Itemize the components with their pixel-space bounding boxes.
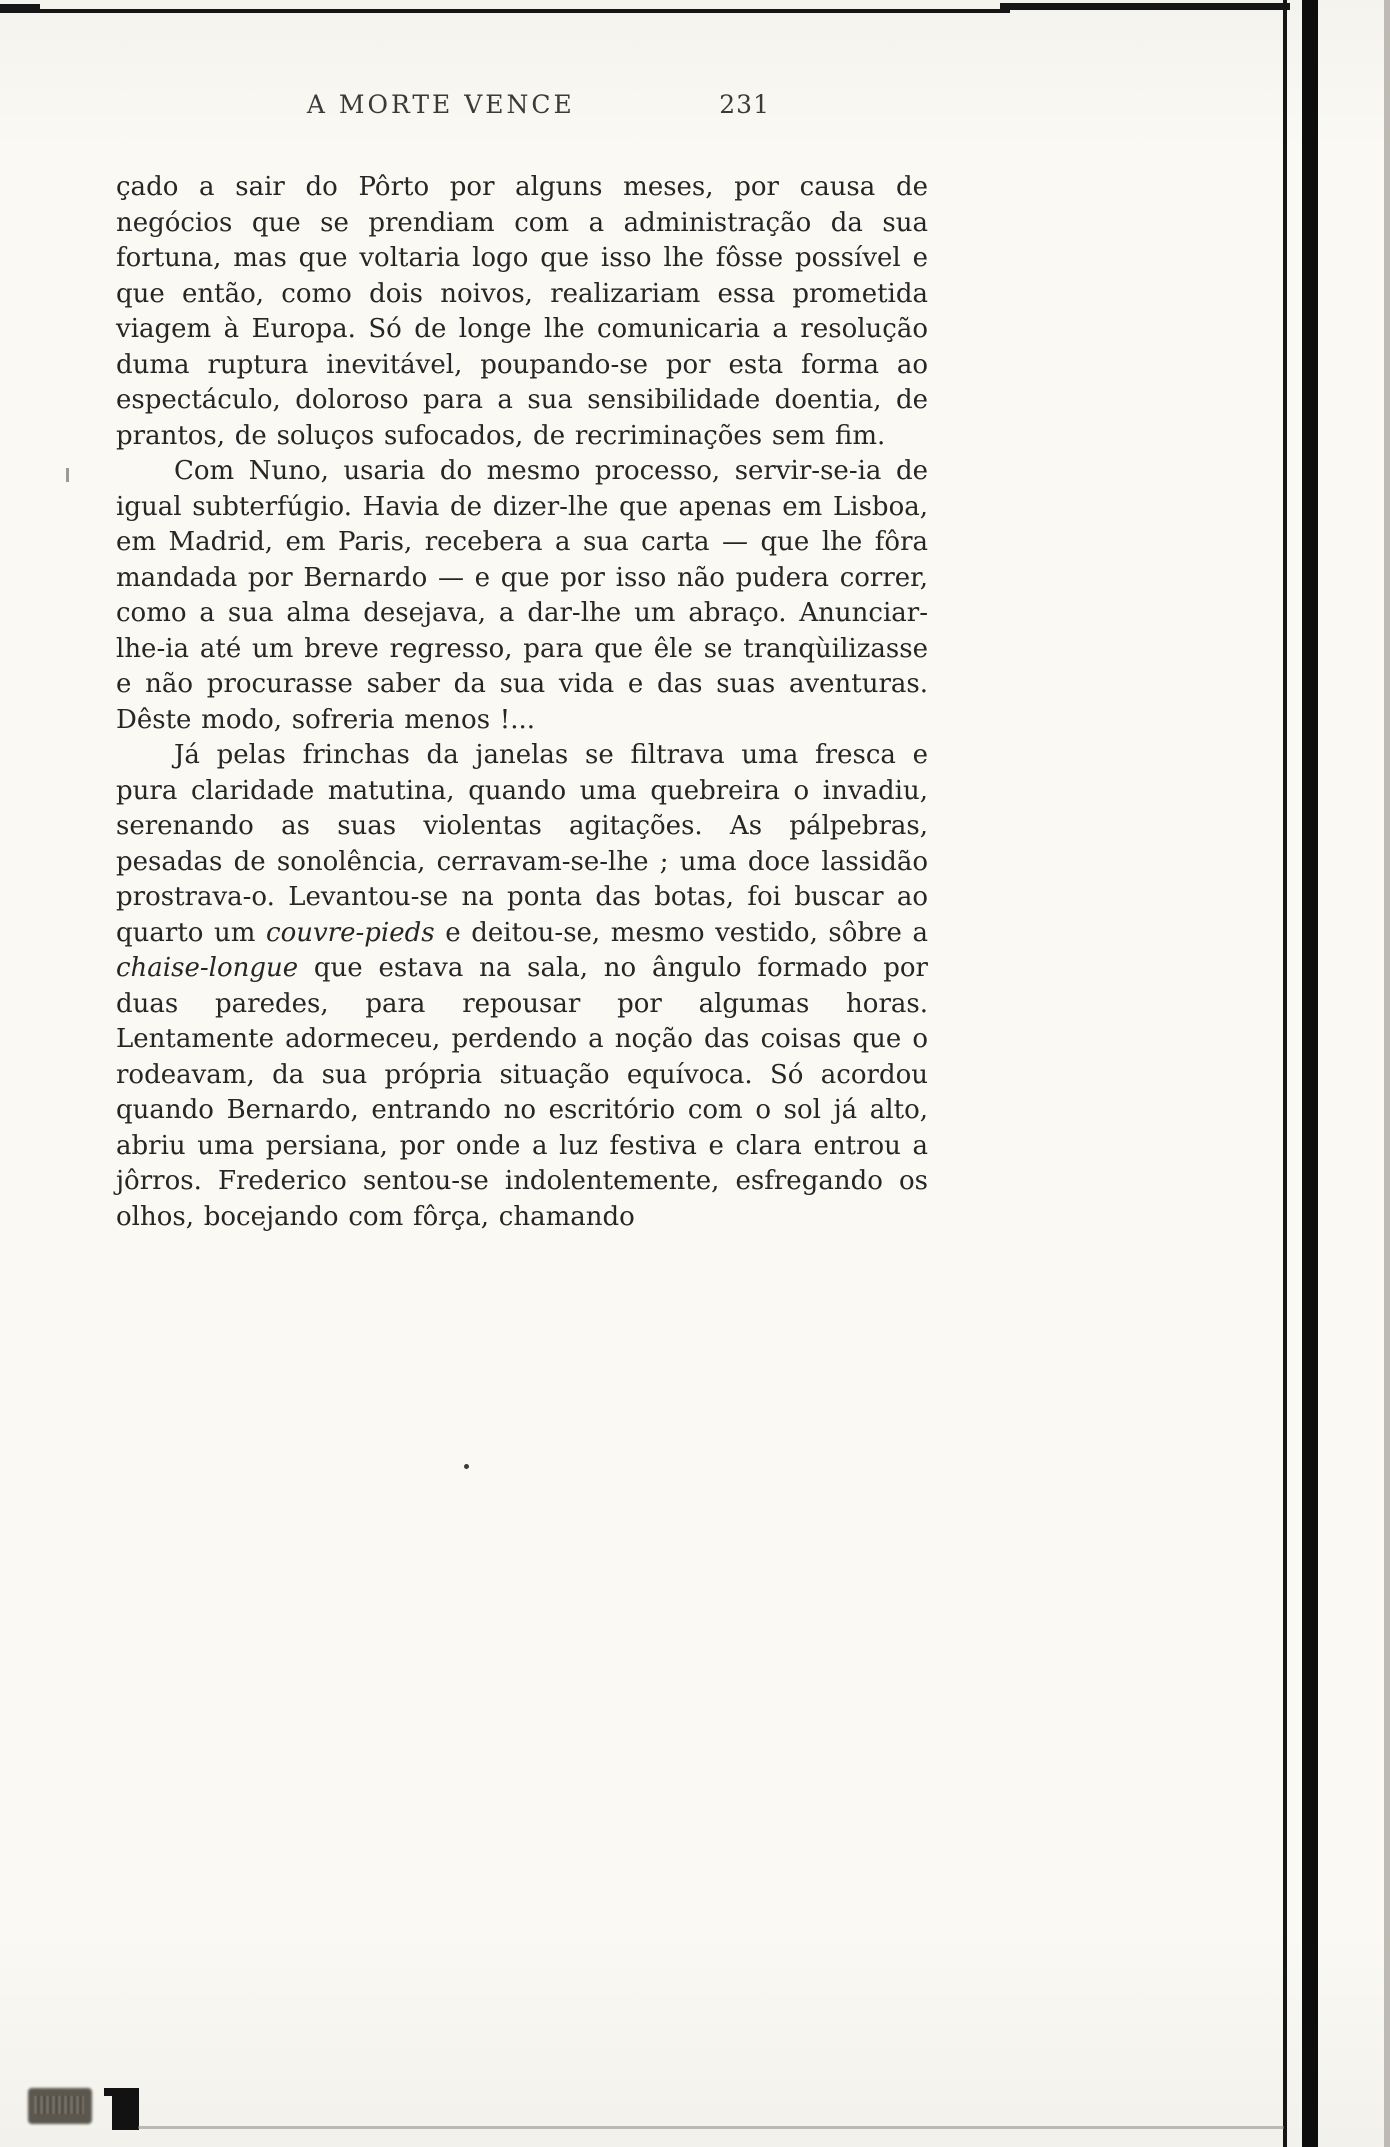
scan-artifact-left-margin-tick	[66, 468, 69, 482]
running-head-title: A MORTE VENCE	[306, 90, 575, 119]
text-segment: Com Nuno, usaria do mesmo processo, servir-se-ia de igual subterfúgio. Havia de dizer-lhe que apenas em Lisboa, em Madrid, em Paris, recebera a sua carta — que lhe fôra mandada por Bernardo — e que por isso não pudera correr, como a sua alma desejava, a dar-lhe um abraço. Anunciar-lhe-ia até um breve regresso, para que êle se tranqùilizasse e não procurasse saber da sua vida e das suas aventuras. Dêste modo, sofreria menos !...	[116, 456, 928, 735]
scan-artifact-top-line-left	[0, 9, 1010, 13]
text-segment: e deitou-se, mesmo vestido, sôbre a	[434, 917, 928, 948]
text-segment: çado a sair do Pôrto por alguns meses, por causa de negócios que se prendiam com a administração da sua fortuna, mas que voltaria logo que isso lhe fôsse possível e que então, como dois noivos, realizariam essa prometida viagem à Europa. Só de longe lhe comunicaria a resolução duma ruptura inevitável, poupando-se por esta forma ao espectáculo, doloroso para a sua sensibilidade doentia, de prantos, de soluços sufocados, de recriminações sem fim.	[116, 172, 928, 451]
page-number: 231	[719, 90, 770, 119]
paragraph-1	[116, 170, 928, 454]
paragraph-3	[116, 738, 928, 1235]
text-segment: Já pelas frinchas da janelas se filtrava uma fresca e pura claridade matutina, quando uma quebreira o invadiu, serenando as suas violentas agitações. As pálpebras, pesadas de sonolência, cerravam-se-lhe ; uma doce lassidão prostrava-o. Levantou-se na ponta das botas, foi buscar ao quarto um	[116, 740, 928, 948]
scan-artifact-smudge-specks	[34, 2096, 84, 2114]
scan-artifact-center-dot	[464, 1464, 469, 1469]
italic-phrase: couvre-pieds	[266, 917, 435, 948]
italic-phrase: chaise-longue	[116, 953, 299, 983]
scan-artifact-right-binding-bar	[1302, 0, 1318, 2147]
scan-artifact-bottom-ink-mark	[112, 2088, 139, 2130]
scan-artifact-top-line-right	[1000, 3, 1290, 10]
running-head	[116, 90, 928, 142]
scan-artifact-right-page-edge	[1384, 0, 1390, 2147]
scan-artifact-bottom-ink-notch	[104, 2088, 114, 2096]
text-segment: que estava na sala, no ângulo formado por duas paredes, para repousar por algumas horas. Lentamente adormeceu, perdendo a noção das coisas que o rodeavam, da sua própria situação equívoca. Só acordou quando Bernardo, entrando no escritório com o sol já alto, abriu uma persiana, por onde a luz festiva e clara entrou a jôrros. Frederico sentou-se indolentemente, esfregando os olhos, bocejando com fôrça, chamando	[116, 953, 928, 1232]
paragraph-2	[116, 454, 928, 738]
text-block	[116, 90, 928, 1235]
scan-artifact-right-thin-line	[1283, 0, 1287, 2147]
page-text	[116, 170, 928, 1235]
scan-artifact-bottom-line	[138, 2126, 1284, 2129]
